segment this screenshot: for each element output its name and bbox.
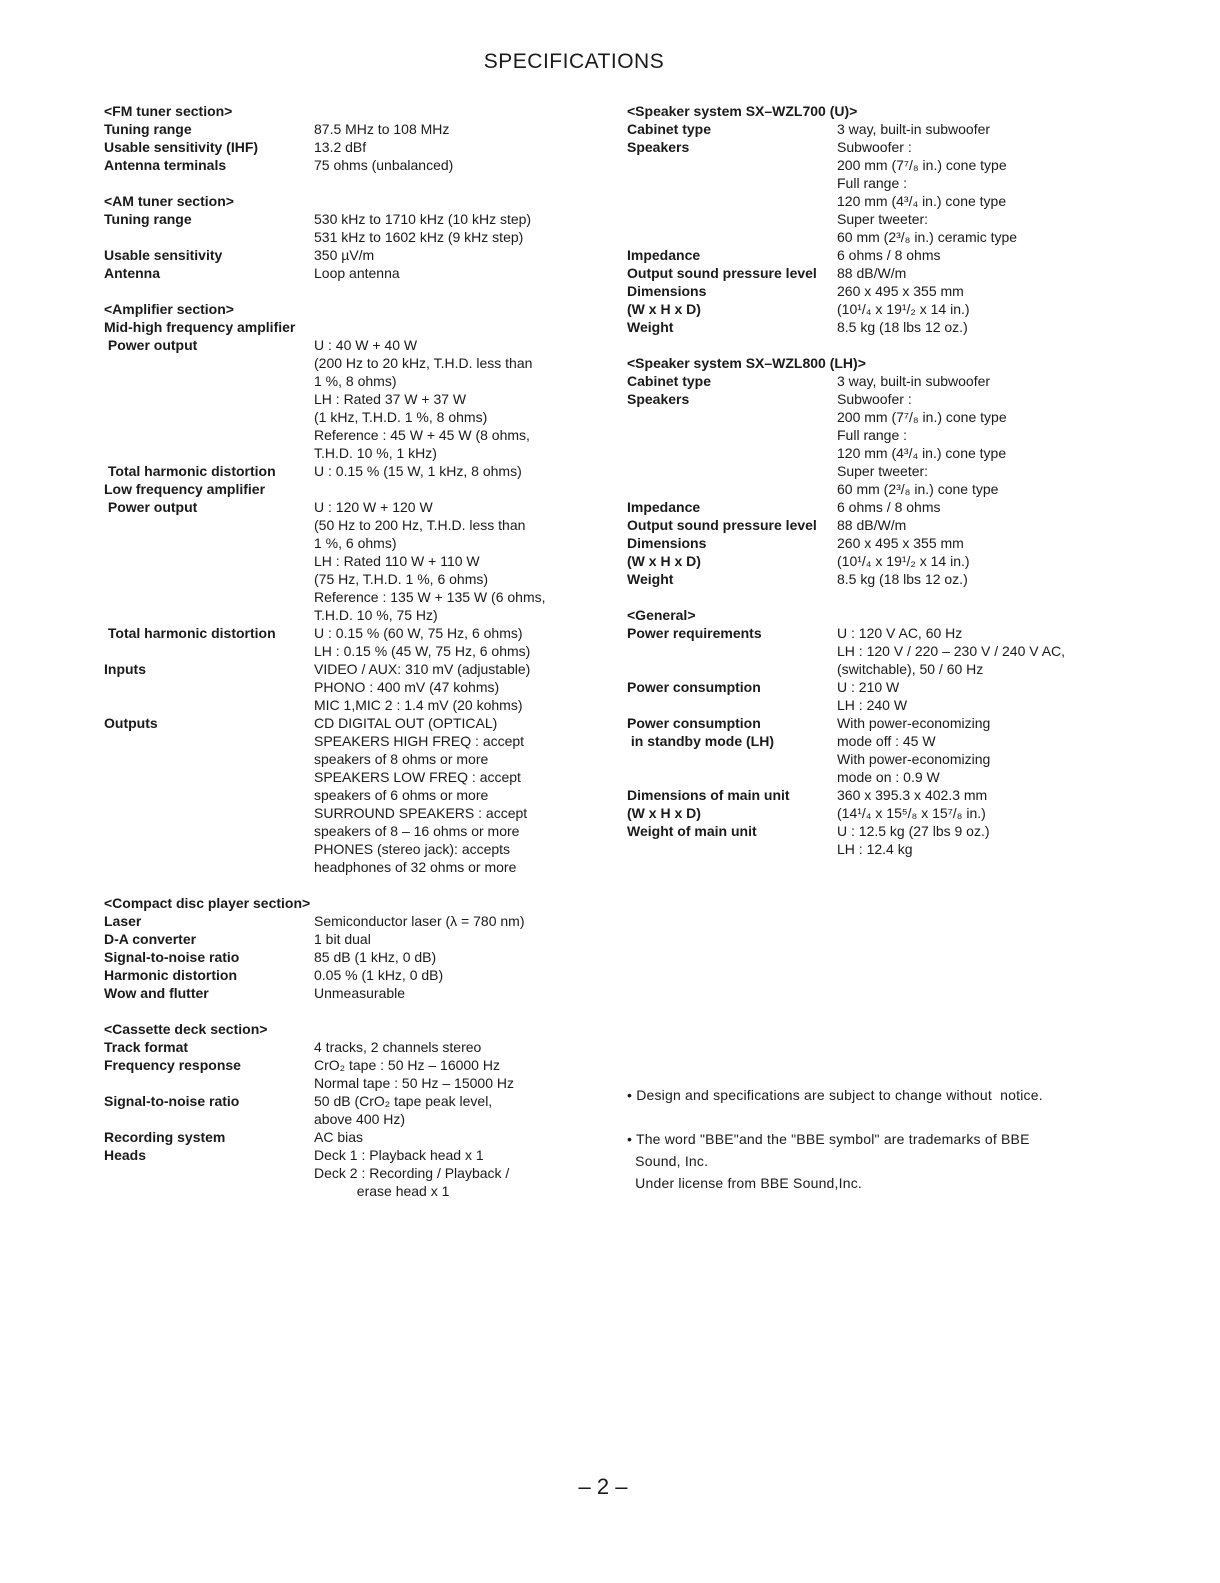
spec-label: Mid-high frequency amplifier [104,319,296,335]
spec-row [627,570,1097,588]
spec-value-line: Super tweeter: [837,463,929,479]
spec-row [104,966,574,984]
speaker-wzl800-section [627,354,1097,588]
spec-row [104,1146,574,1200]
spec-value [314,1056,574,1092]
spec-value-line: U : 0.15 % (60 W, 75 Hz, 6 ohms) [314,625,523,641]
spec-label: Total harmonic distortion [104,625,276,641]
spec-label: Heads [104,1147,147,1163]
spec-value [837,372,1097,390]
spec-label: Cabinet type [627,121,712,137]
spec-value-line: above 400 Hz) [314,1111,406,1127]
spec-value [314,498,574,624]
spec-value-line [314,318,574,336]
spec-value-line: PHONO : 400 mV (47 kohms) [314,679,500,695]
spec-value [314,264,574,282]
spec-label: Speakers [627,391,690,407]
spec-value [314,930,574,948]
spec-value [314,246,574,264]
spec-label: (W x H x D) [627,553,701,569]
spec-label: (W x H x D) [627,301,701,317]
spec-value-line: 88 dB/W/m [837,517,907,533]
spec-value [314,1038,574,1056]
speaker-wzl700-section [627,102,1097,336]
spec-value-line: Full range : [837,175,908,191]
spec-value-line: T.H.D. 10 %, 1 kHz) [314,445,437,461]
spec-value-line: 530 kHz to 1710 kHz (10 kHz step) [314,211,532,227]
spec-value-line: 1 bit dual [314,931,371,947]
section-title: <Cassette deck section> [104,1021,268,1037]
spec-label: Power consumption [627,679,761,695]
spec-value-line: Semiconductor laser (λ = 780 nm) [314,913,525,929]
spec-value [314,480,574,498]
spec-row [627,372,1097,390]
spec-value-line: (200 Hz to 20 kHz, T.H.D. less than [314,355,533,371]
spec-value-line: 6 ohms / 8 ohms [837,499,941,515]
spec-value-line: MIC 1,MIC 2 : 1.4 mV (20 kohms) [314,697,523,713]
spec-value-line: 120 mm (4³/₄ in.) cone type [837,193,1007,209]
spec-row [104,912,574,930]
spec-label: Power output [104,337,198,353]
spec-row [627,498,1097,516]
spec-label: D-A converter [104,931,197,947]
spec-value [837,300,1097,318]
spec-value-line: 360 x 395.3 x 402.3 mm [837,787,988,803]
spec-value [837,516,1097,534]
spec-label: Tuning range [104,121,192,137]
spec-label: Harmonic distortion [104,967,238,983]
spec-value-line: U : 40 W + 40 W [314,337,418,353]
spec-value-line: 350 µV/m [314,247,375,263]
spec-row [627,318,1097,336]
spec-value-line: With power-economizing [837,715,991,731]
section-title: <Compact disc player section> [104,895,311,911]
spec-row [627,264,1097,282]
spec-value-line: VIDEO / AUX: 310 mV (adjustable) [314,661,531,677]
spec-value-line: 88 dB/W/m [837,265,907,281]
spec-row [627,786,1097,822]
spec-value-line: 8.5 kg (18 lbs 12 oz.) [837,319,968,335]
spec-value [837,120,1097,138]
spec-row [627,120,1097,138]
left-column [104,102,574,1218]
spec-value-line: 8.5 kg (18 lbs 12 oz.) [837,571,968,587]
spec-row [104,336,574,462]
spec-label: Weight of main unit [627,823,757,839]
spec-value-line: 85 dB (1 kHz, 0 dB) [314,949,437,965]
spec-value-line: PHONES (stereo jack): accepts [314,841,511,857]
spec-value-line: U : 12.5 kg (27 lbs 9 oz.) [837,823,990,839]
spec-value-line: U : 0.15 % (15 W, 1 kHz, 8 ohms) [314,463,522,479]
spec-label: Cabinet type [627,373,712,389]
spec-label: Wow and flutter [104,985,209,1001]
spec-value-line: SURROUND SPEAKERS : accept [314,805,528,821]
spec-value-line: CD DIGITAL OUT (OPTICAL) [314,715,498,731]
spec-value-line: Reference : 45 W + 45 W (8 ohms, [314,427,530,443]
spec-value-line: erase head x 1 [314,1183,450,1199]
spec-value-line: (10¹/₄ x 19¹/₂ x 14 in.) [837,301,970,317]
spec-value-line: Super tweeter: [837,211,929,227]
spec-value [837,534,1097,552]
spec-row [104,156,574,174]
spec-value [314,660,574,714]
page-number: – 2 – [578,1474,628,1499]
section-title: <Speaker system SX–WZL800 (LH)> [627,355,866,371]
spec-row [627,516,1097,534]
spec-label: Power output [104,499,198,515]
spec-value-line: U : 120 V AC, 60 Hz [837,625,963,641]
spec-value-line: LH : Rated 110 W + 110 W [314,553,480,569]
spec-value-line: (75 Hz, T.H.D. 1 %, 6 ohms) [314,571,489,587]
right-column [627,102,1097,876]
spec-row [627,246,1097,264]
spec-label: Impedance [627,247,701,263]
spec-value-line: 200 mm (7⁷/₈ in.) cone type [837,157,1007,173]
spec-value-line: (14¹/₄ x 15⁵/₈ x 15⁷/₈ in.) [837,805,986,821]
spec-row [104,480,574,498]
spec-row [104,498,574,624]
spec-value-line: 6 ohms / 8 ohms [837,247,941,263]
spec-value [837,786,1097,822]
spec-value-line: U : 120 W + 120 W [314,499,433,515]
section-title: <Amplifier section> [104,301,234,317]
spec-value-line: 13.2 dBf [314,139,367,155]
spec-value-line: LH : Rated 37 W + 37 W [314,391,467,407]
section-title: <FM tuner section> [104,103,233,119]
spec-label: Power requirements [627,625,762,641]
spec-row [627,822,1097,858]
spec-label: Total harmonic distortion [104,463,276,479]
spec-row [627,138,1097,246]
spec-value-line: 60 mm (2³/₈ in.) cone type [837,481,999,497]
spec-row [627,678,1097,714]
spec-value [314,1128,574,1146]
spec-value-line: U : 210 W [837,679,900,695]
spec-value-line: (1 kHz, T.H.D. 1 %, 8 ohms) [314,409,488,425]
spec-value [314,912,574,930]
spec-value [837,318,1097,336]
cd-player-section [104,894,574,1002]
spec-value [314,318,574,336]
spec-label: Antenna [104,265,160,281]
spec-value-line: Subwoofer : [837,139,912,155]
spec-value-line: 0.05 % (1 kHz, 0 dB) [314,967,444,983]
spec-row [104,264,574,282]
spec-label: Signal-to-noise ratio [104,949,240,965]
spec-value [314,138,574,156]
spec-value-line: Loop antenna [314,265,400,281]
spec-label: Inputs [104,661,146,677]
spec-row [104,210,574,246]
spec-value-line: 3 way, built-in subwoofer [837,121,991,137]
spec-row [627,282,1097,300]
page-title: SPECIFICATIONS [483,50,665,73]
spec-value-line: Unmeasurable [314,985,406,1001]
spec-value-line: 1 %, 8 ohms) [314,373,397,389]
am-tuner-section [104,192,574,282]
spec-value [314,714,574,876]
spec-value-line: With power-economizing [837,751,991,767]
spec-row [104,1128,574,1146]
spec-label: Usable sensitivity [104,247,223,263]
spec-value-line: Normal tape : 50 Hz – 15000 Hz [314,1075,514,1091]
spec-label: Outputs [104,715,158,731]
note-bbe-trademark: • The word "BBE"and the "BBE symbol" are trademarks of BBE Sound, Inc. Under license from BBE Sound,Inc. [627,1131,1030,1191]
spec-value [314,462,574,480]
spec-value-line: AC bias [314,1129,364,1145]
spec-row [627,714,1097,786]
spec-value [837,498,1097,516]
spec-label: Weight [627,571,674,587]
spec-value-line: headphones of 32 ohms or more [314,859,517,875]
spec-value-line: 60 mm (2³/₈ in.) ceramic type [837,229,1018,245]
spec-value-line: (switchable), 50 / 60 Hz [837,661,984,677]
spec-value-line: SPEAKERS LOW FREQ : accept [314,769,521,785]
spec-value [837,264,1097,282]
spec-row [104,318,574,336]
spec-label: Dimensions [627,283,707,299]
spec-label: Output sound pressure level [627,265,817,281]
spec-label: Tuning range [104,211,192,227]
spec-label: Power consumption in standby mode (LH) [627,715,774,749]
spec-row [104,930,574,948]
spec-value-line: 75 ohms (unbalanced) [314,157,454,173]
spec-row [104,624,574,660]
spec-value-line [314,480,574,498]
section-title: <Speaker system SX–WZL700 (U)> [627,103,858,119]
spec-value-line: Reference : 135 W + 135 W (6 ohms, [314,589,546,605]
section-title: <AM tuner section> [104,193,234,209]
spec-value [314,1146,574,1200]
spec-label: Recording system [104,1129,226,1145]
spec-label: Dimensions [627,535,707,551]
spec-value-line: 260 x 495 x 355 mm [837,283,964,299]
spec-row [104,1056,574,1092]
spec-row [104,984,574,1002]
spec-value-line: LH : 0.15 % (45 W, 75 Hz, 6 ohms) [314,643,531,659]
spec-value-line: Subwoofer : [837,391,912,407]
spec-value [314,1092,574,1128]
cassette-deck-section [104,1020,574,1200]
spec-value-line: 531 kHz to 1602 kHz (9 kHz step) [314,229,524,245]
spec-value-line: LH : 240 W [837,697,908,713]
spec-value [314,948,574,966]
spec-value [837,390,1097,498]
note-design-change: • Design and specifications are subject to change without notice. [627,1087,1043,1103]
spec-value-line: LH : 120 V / 220 – 230 V / 240 V AC, [837,643,1066,659]
spec-value [837,246,1097,264]
spec-value-line: mode off : 45 W [837,733,936,749]
spec-row [627,624,1097,678]
spec-value-line: speakers of 8 – 16 ohms or more [314,823,520,839]
spec-label: Speakers [627,139,690,155]
spec-value-line: 4 tracks, 2 channels stereo [314,1039,482,1055]
spec-value-line: 120 mm (4³/₄ in.) cone type [837,445,1007,461]
spec-label: Output sound pressure level [627,517,817,533]
spec-value [837,714,1097,786]
spec-value [837,678,1097,714]
spec-value [837,552,1097,570]
amplifier-section [104,300,574,876]
spec-value-line: LH : 12.4 kg [837,841,913,857]
spec-row [104,246,574,264]
spec-value [837,570,1097,588]
spec-label: Frequency response [104,1057,241,1073]
spec-value-line: Deck 2 : Recording / Playback / [314,1165,510,1181]
spec-value-line: (50 Hz to 200 Hz, T.H.D. less than [314,517,526,533]
spec-value [314,210,574,246]
spec-value [314,336,574,462]
spec-row [627,534,1097,552]
spec-value [314,966,574,984]
spec-value-line: 200 mm (7⁷/₈ in.) cone type [837,409,1007,425]
section-title: <General> [627,607,696,623]
spec-value-line: mode on : 0.9 W [837,769,940,785]
spec-value-line: 87.5 MHz to 108 MHz [314,121,450,137]
spec-label: Dimensions of main unit (W x H x D) [627,787,790,821]
spec-label: Laser [104,913,142,929]
spec-value-line: (10¹/₄ x 19¹/₂ x 14 in.) [837,553,970,569]
spec-value [314,624,574,660]
spec-row [104,120,574,138]
spec-value-line: 3 way, built-in subwoofer [837,373,991,389]
spec-row [104,138,574,156]
spec-label: Weight [627,319,674,335]
spec-value [314,120,574,138]
spec-row [627,552,1097,570]
fm-tuner-section [104,102,574,174]
spec-label: Usable sensitivity (IHF) [104,139,259,155]
spec-label: Antenna terminals [104,157,227,173]
spec-value-line: 260 x 495 x 355 mm [837,535,964,551]
spec-label: Track format [104,1039,189,1055]
spec-label: Low frequency amplifier [104,481,266,497]
spec-value-line: T.H.D. 10 %, 75 Hz) [314,607,438,623]
spec-row [104,1092,574,1128]
spec-row [104,1038,574,1056]
spec-value-line: 1 %, 6 ohms) [314,535,397,551]
general-section [627,606,1097,858]
spec-value-line: CrO₂ tape : 50 Hz – 16000 Hz [314,1057,500,1073]
spec-value-line: Deck 1 : Playback head x 1 [314,1147,484,1163]
spec-value [837,282,1097,300]
spec-row [627,300,1097,318]
spec-row [104,948,574,966]
spec-value-line: 50 dB (CrO₂ tape peak level, [314,1093,493,1109]
spec-row [627,390,1097,498]
spec-row [104,714,574,876]
spec-row [104,660,574,714]
spec-value [314,984,574,1002]
spec-value [837,624,1097,678]
spec-label: Signal-to-noise ratio [104,1093,240,1109]
spec-value-line: Full range : [837,427,908,443]
spec-label: Impedance [627,499,701,515]
spec-row [104,462,574,480]
spec-value-line: speakers of 6 ohms or more [314,787,489,803]
spec-value [837,822,1097,858]
spec-value-line: speakers of 8 ohms or more [314,751,489,767]
spec-value-line: SPEAKERS HIGH FREQ : accept [314,733,525,749]
notes [627,1084,1097,1216]
spec-value [314,156,574,174]
spec-value [837,138,1097,246]
